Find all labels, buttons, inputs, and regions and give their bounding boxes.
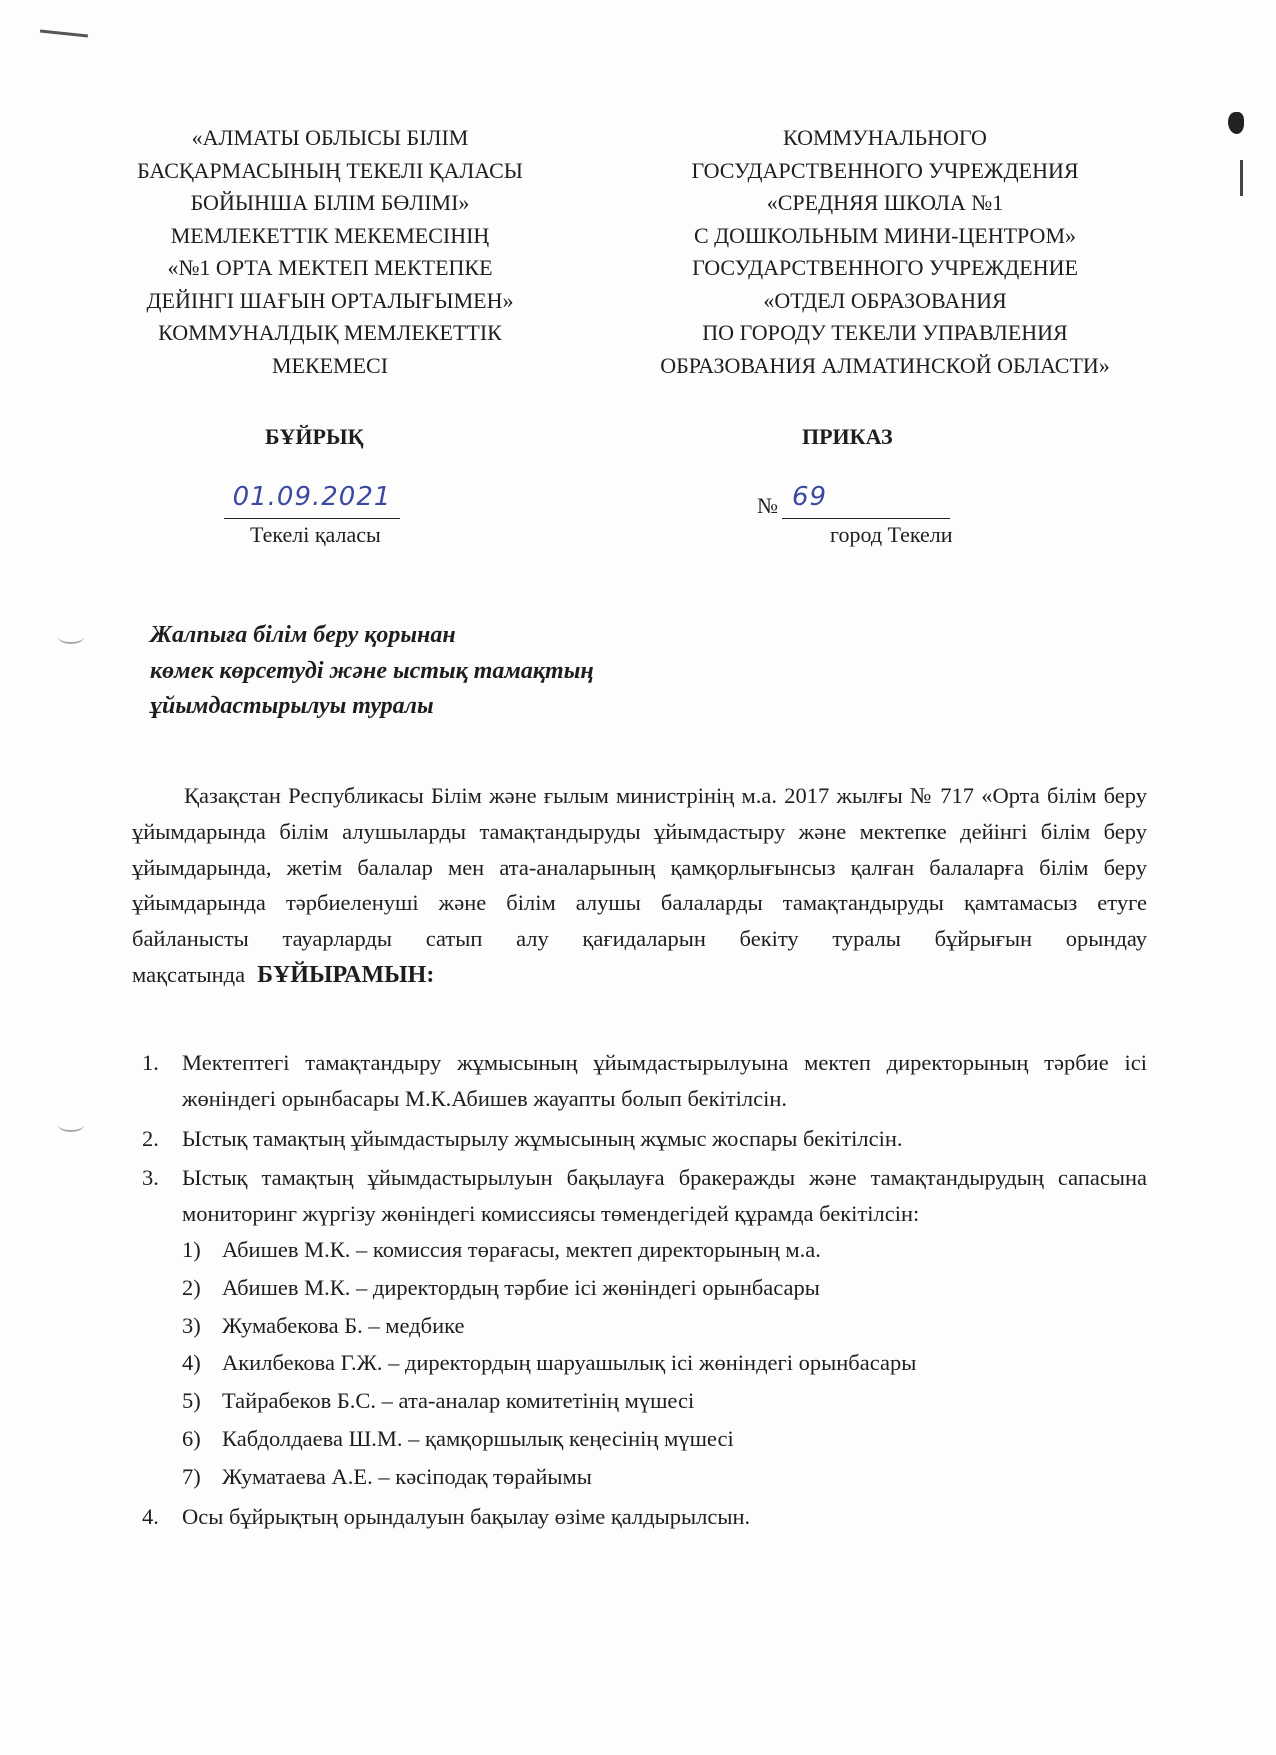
city-kz: Текелі қаласы (250, 522, 381, 547)
header-ru-line: ОБРАЗОВАНИЯ АЛМАТИНСКОЙ ОБЛАСТИ» (660, 352, 1110, 378)
scan-artifact-mark (40, 29, 88, 37)
member-text: Акилбекова Г.Ж. – директордың шаруашылық ісі жөніндегі орынбасары (222, 1350, 917, 1376)
punch-hole-mark (58, 1118, 84, 1132)
header-kz-line: МЕКЕМЕСІ (271, 352, 389, 378)
list-item (132, 1121, 1147, 1157)
member-text: Жумабекова Б. – медбике (222, 1312, 465, 1338)
member-number: 5) (182, 1388, 201, 1414)
member-number: 2) (182, 1274, 201, 1300)
preamble-paragraph (132, 778, 1147, 994)
directive-word: БҰЙЫРАМЫН: (257, 961, 435, 988)
order-title-kz: БҰЙРЫҚ (265, 424, 364, 449)
order-date: 01.09.2021 (232, 482, 392, 512)
city-ru: город Текели (830, 522, 953, 547)
item-text: Ыстық тамақтың ұйымдастырылу жұмысының жұмыс жоспары бекітілсін. (182, 1125, 903, 1151)
scan-artifact-blob (1228, 112, 1244, 134)
preamble-text: Қазақстан Республикасы Білім және ғылым министрінің м.а. 2017 жылғы № 717 «Орта білім беру ұйымдарында білім алушыларды тамақтандыруды ұйымдастыру және мектепке дейінгі білім беру ұйымдарында, жетім балалар мен ата-аналарының қамқорлығынсыз қалған балаларға білім беру ұйымдарында тәрбиеленуші және білім алушы балаларды тамақтандыруды қамтамасыз етуге байланысты тауарларды сатып алу қағидаларын бекіту туралы бұйрығын орындау мақсатында (132, 783, 1147, 987)
member-number: 3) (182, 1312, 201, 1338)
member-item (182, 1270, 1147, 1306)
header-ru (605, 122, 1165, 382)
member-number: 1) (182, 1236, 201, 1262)
item-text: Осы бұйрықтың орындалуын бақылау өзіме қалдырылсын. (182, 1503, 751, 1529)
header-kz-line: КОММУНАЛДЫҚ МЕМЛЕКЕТТІК (158, 320, 502, 345)
header-ru-line: ПО ГОРОДУ ТЕКЕЛИ УПРАВЛЕНИЯ (702, 320, 1068, 345)
item-number: 2. (142, 1125, 159, 1151)
header-kz (120, 122, 540, 382)
order-date-field (224, 482, 400, 519)
member-text: Абишев М.К. – комиссия төрағасы, мектеп директорының м.а. (222, 1236, 821, 1262)
header-ru-line: ГОСУДАРСТВЕННОГО УЧРЕЖДЕНИЯ (691, 157, 1079, 183)
order-items (132, 1045, 1147, 1538)
order-number-field (757, 482, 950, 519)
scan-artifact-line (1240, 160, 1243, 196)
member-item (182, 1345, 1147, 1381)
header-ru-line: ГОСУДАРСТВЕННОГО УЧРЕЖДЕНИЕ (692, 255, 1078, 280)
member-text: Абишев М.К. – директордың тәрбие ісі жөніндегі орынбасары (222, 1274, 820, 1300)
member-number: 7) (182, 1463, 201, 1489)
subject-line: Жалпыға білім беру қорынан (150, 622, 456, 648)
punch-hole-mark (58, 630, 84, 644)
header-ru-line: «СРЕДНЯЯ ШКОЛА №1 (766, 190, 1004, 215)
header-ru-line: КОММУНАЛЬНОГО (783, 125, 987, 150)
commission-members (182, 1232, 1147, 1495)
number-sign: № (757, 493, 778, 518)
member-item (182, 1383, 1147, 1419)
member-number: 4) (182, 1350, 201, 1376)
header-ru-line: «ОТДЕЛ ОБРАЗОВАНИЯ (763, 287, 1007, 313)
order-title-ru: ПРИКАЗ (802, 424, 893, 449)
header-kz-line: «№1 ОРТА МЕКТЕП МЕКТЕПКЕ (167, 255, 493, 280)
member-item (182, 1459, 1147, 1495)
item-number: 1. (142, 1050, 159, 1075)
member-text: Тайрабеков Б.С. – ата-аналар комитетінің мүшесі (222, 1388, 695, 1414)
member-number: 6) (182, 1425, 201, 1451)
member-item (182, 1308, 1147, 1344)
subject-line: ұйымдастырылуы туралы (150, 693, 434, 719)
list-item (132, 1499, 1147, 1535)
header-kz-line: БАСҚАРМАСЫНЫҢ ТЕКЕЛІ ҚАЛАСЫ (137, 157, 523, 183)
header-kz-line: МЕМЛЕКЕТТІК МЕКЕМЕСІНІҢ (170, 222, 490, 248)
member-text: Жуматаева А.Е. – кәсіподақ төрайымы (222, 1463, 592, 1489)
header-kz-line: БОЙЫНША БІЛІМ БӨЛІМІ» (190, 190, 470, 215)
item-text: Ыстық тамақтың ұйымдастырылуын бақылауға бракеражды және тамақтандырудың сапасына мониторинг жүргізу жөніндегі комиссиясы төмендегідей құрамда бекітілсін: (182, 1165, 1147, 1227)
header-kz-line: «АЛМАТЫ ОБЛЫСЫ БІЛІМ (191, 125, 469, 150)
subject-line: көмек көрсетуді және ыстық тамақтың (150, 657, 594, 684)
member-item (182, 1232, 1147, 1268)
header-kz-line: ДЕЙІНГІ ШАҒЫН ОРТАЛЫҒЫМЕН» (146, 287, 514, 313)
order-number: 69 (792, 482, 828, 512)
list-item (132, 1160, 1147, 1494)
item-number: 3. (142, 1165, 159, 1191)
header-ru-line: С ДОШКОЛЬНЫМ МИНИ-ЦЕНТРОМ» (693, 222, 1077, 248)
item-text: Мектептегі тамақтандыру жұмысының ұйымдастырылуына мектеп директорының тәрбие ісі жөніндегі орынбасары М.К.Абишев жауапты болып бекітілсін. (182, 1050, 1147, 1111)
member-item (182, 1421, 1147, 1457)
member-text: Кабдолдаева Ш.М. – қамқоршылық кеңесінің мүшесі (222, 1425, 734, 1451)
item-number: 4. (142, 1503, 159, 1529)
order-subject (150, 618, 594, 725)
list-item (132, 1045, 1147, 1117)
